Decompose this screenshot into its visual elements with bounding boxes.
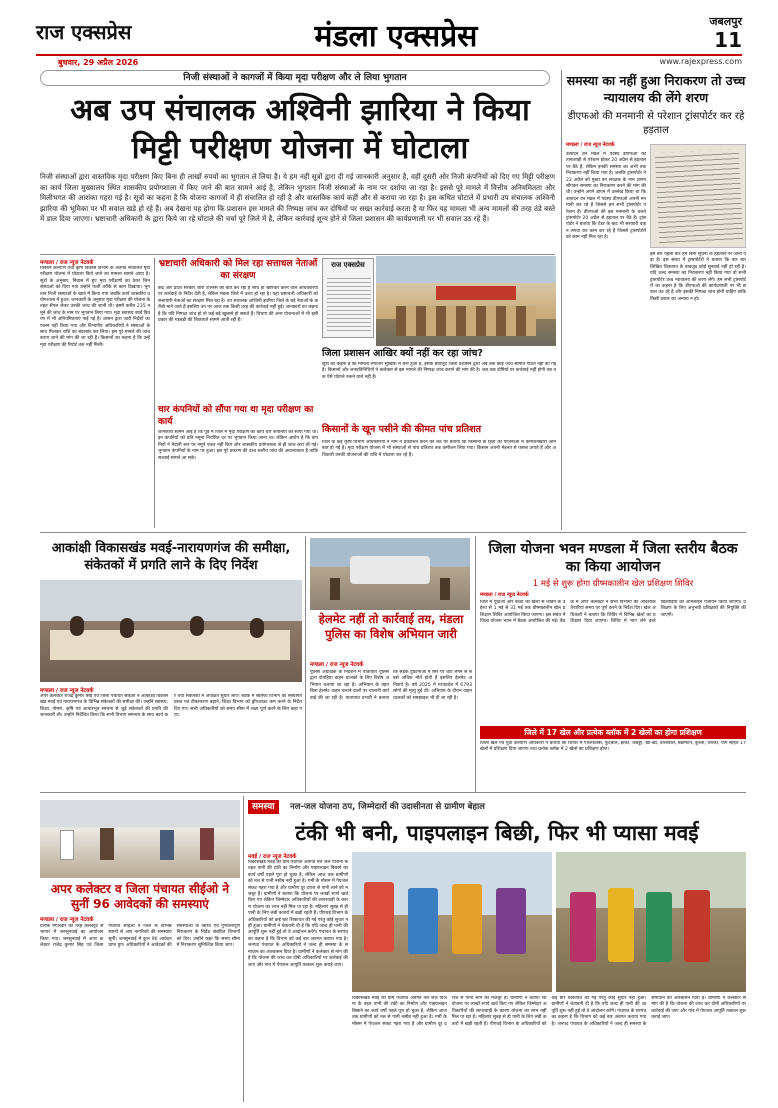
lead-sub4-headline: किसानों के खून पसीने की कीमत पांच प्रतिशत <box>322 424 482 435</box>
masthead-left-title: राज एक्सप्रेस <box>36 20 132 44</box>
bottom-main-credit: मवई / राज न्यूज नेटवर्क <box>248 854 297 860</box>
water-tank-photo <box>352 852 552 992</box>
bottom-divider <box>243 796 244 1102</box>
masthead <box>36 14 742 78</box>
mid-left-credit: मण्डला / राज न्यूज नेटवर्क <box>40 688 94 694</box>
news-clip-title: राज एक्सप्रेस <box>331 261 365 269</box>
bottom-left-credit: मण्डला / राज न्यूज नेटवर्क <box>40 917 94 923</box>
lead-sub1-body: केंद्र और प्रदेश सरकार जीरो टॉलरेंस की बात कर रही है साथ ही भ्रष्टाचार करने वाले अधिकारियों पर कार्रवाई के निर्देश देती है, लेकिन मंडला जिले में उल्टा हो रहा है। यहां भ्रष्टाचारी अधिकारी को सत्ताधारी नेताओं का संरक्षण मिल रहा है। उप संचालक अश्विनी झारिया जिले के बड़े नेताओं के करीबी माने जाते हैं इसलिए उन पर आज तक किसी तरह की कार्रवाई नहीं हुई। जानकारों का कहना है कि यदि निष्पक्ष जांच हो तो कई बड़े खुलासे हो सकते हैं। विभाग की अन्य योजनाओं में भी इसी प्रकार की गड़बड़ी की शिकायतें सामने आती रही हैं। <box>158 286 318 324</box>
lead-sub3-headline: जिला प्रशासन आखिर क्यों नहीं कर रहा जांच? <box>322 348 483 359</box>
villagers-photo <box>556 852 746 992</box>
bottom-main-headline: टंकी भी बनी, पाइपलाइन बिछी, फिर भी प्यासा मवई <box>295 821 699 845</box>
side-headline: समस्या का नहीं हुआ निराकरण तो उच्च न्यायालय की लेंगे शरण <box>566 73 746 105</box>
lead-sub1-headline: भ्रष्टाचारी अधिकारी को मिल रहा सत्ताधल नेताओं का संरक्षण <box>158 259 318 281</box>
bottom-main-body-left: विकासखंड मवई की ग्राम पंचायत अंतर्गत नल जल योजना के तहत पानी की टंकी का निर्माण और पाइपलाइन बिछाने का कार्य वर्षों पहले पूरा हो चुका है, लेकिन आज तक ग्रामीणों को नल से पानी नसीब नहीं हुआ है। गर्मी के मौसम में पेयजल संकट गहरा गया है और ग्रामीण दूर दराज से पानी लाने को मजबूर हैं। ग्रामीणों ने बताया कि योजना पर लाखों रुपये खर्च किए गए लेकिन जिम्मेदार अधिकारियों की लापरवाही के कारण योजना का लाभ नहीं मिल पा रहा है। महिलाएं सुबह से ही पानी के लिए लंबी कतारों में खड़ी रहती हैं। पीएचई विभाग के अधिकारियों को कई बार शिकायत की गई परंतु कोई सुधार नहीं हुआ। ग्रामीणों ने चेतावनी दी है कि यदि जल्द ही पानी की आपूर्ति शुरू नहीं हुई तो वे आंदोलन करेंगे। पंचायत के सरपंच का कहना है कि विभाग को कई बार अवगत कराया गया है। जनपद पंचायत के अधिकारियों ने जल्द ही समस्या के समाधान का आश्वासन दिया है। ग्रामीणों ने कलेक्टर से मांग की है कि योजना की जांच कर दोषी अधिकारियों पर कार्रवाई की जाए और गांव में पेयजल आपूर्ति तत्काल शुरू कराई जाए। <box>248 860 348 968</box>
side-document-photo <box>650 144 746 248</box>
lead-sub3-body: सूत्रों का कहना है कि मामला लगातार सुर्खियों में बना हुआ है, इसके बावजूद जिला प्रशासन द्वारा अब तक कोई जांच समिति गठित नहीं की गई है। किसानों और जनप्रतिनिधियों ने कलेक्टर से इस मामले की निष्पक्ष जांच कराने की मांग की है। जब तक दोषियों पर कार्रवाई नहीं होगी तब तक ऐसे घोटाले रुकने वाले नहीं हैं। <box>322 362 556 380</box>
office-building-photo <box>376 256 556 346</box>
bottom-main-body-right: विकासखंड मवई की ग्राम पंचायत अंतर्गत नल जल योजना के तहत पानी की टंकी का निर्माण और पाइपलाइन बिछाने का कार्य वर्षों पहले पूरा हो चुका है, लेकिन आज तक ग्रामीणों को नल से पानी नसीब नहीं हुआ है। गर्मी के मौसम में पेयजल संकट गहरा गया है और ग्रामीण दूर दराज से पानी लाने को मजबूर हैं। ग्रामीणों ने बताया कि योजना पर लाखों रुपये खर्च किए गए लेकिन जिम्मेदार अधिकारियों की लापरवाही के कारण योजना का लाभ नहीं मिल पा रहा है। महिलाएं सुबह से ही पानी के लिए लंबी कतारों में खड़ी रहती हैं। पीएचई विभाग के अधिकारियों को कई बार शिकायत की गई परंतु कोई सुधार नहीं हुआ। ग्रामीणों ने चेतावनी दी है कि यदि जल्द ही पानी की आपूर्ति शुरू नहीं हुई तो वे आंदोलन करेंगे। पंचायत के सरपंच का कहना है कि विभाग को कई बार अवगत कराया गया है। जनपद पंचायत के अधिकारियों ने जल्द ही समस्या के समाधान का आश्वासन दिया है। ग्रामीणों ने कलेक्टर से मांग की है कि योजना की जांच कर दोषी अधिकारियों पर कार्रवाई की जाए और गांव में पेयजल आपूर्ति तत्काल शुरू कराई जाए। <box>352 996 746 1027</box>
public-hearing-photo <box>40 800 240 878</box>
mid-divider-b <box>475 536 476 792</box>
bottom-kicker-text: नल-जल योजना ठप, जिम्मेदारों की उदासीनता से ग्रामीण बेहाल <box>290 802 485 812</box>
lead-kicker: निजी संस्थाओं ने कागजों में किया मृदा परीक्षण और ले लिया भुगतान <box>40 70 550 86</box>
lead-credit: मण्डला / राज न्यूज नेटवर्क <box>40 260 94 266</box>
mid-divider-a <box>305 536 306 792</box>
bottom-left-headline: अपर कलेक्टर व जिला पंचायत सीईओ ने सुनीं 96 आवेदकों की समस्याएं <box>50 882 230 911</box>
mid-center-body: पुलिस अधीक्षक के निर्देशन में यातायात पुलिस द्वारा दोपहिया वाहन चालकों के लिए विशेष अभियान चलाया जा रहा है। अभियान के तहत बिना हेलमेट वाहन चलाने वालों पर चालानी कार्रवाई की जा रही है। यातायात प्रभारी ने बताया कि सड़क दुर्घटनाओं में सिर पर चोट लगने से सबसे अधिक मौतें होती हैं इसलिए हेलमेट अनिवार्य है। वर्ष 2025 में मध्यप्रदेश में 6793 लोगों की मृत्यु हुई थी। अभियान के दौरान वाहन चालकों को समझाइश भी दी जा रही है। <box>310 670 472 701</box>
mid-right-body: जिले में युवाओं और बच्चों को खेलों से जोड़ने के उद्देश्य से 1 मई से 31 मई तक ग्रीष्मकालीन खेल प्रशिक्षण शिविर आयोजित किया जाएगा। इस संबंध में जिला योजना भवन में बैठक आयोजित की गई। बैठक में अपर कलेक्टर ने सभी विभागों को आवश्यक तैयारियां समय पर पूर्ण करने के निर्देश दिए। खेल अधिकारी ने बताया कि शिविर में विभिन्न खेलों का प्रशिक्षण दिया जाएगा। शिविर में भाग लेने वाले खिलाड़ियों का ऑनलाइन पंजीयन किया जाएगा। प्रशिक्षण के लिए अनुभवी प्रशिक्षकों की नियुक्ति की जाएगी। <box>480 600 746 625</box>
mid-right-headline: जिला योजना भवन मण्डला में जिला स्तरीय बैठक का किया आयोजन <box>488 541 738 575</box>
masthead-url: www.rajexpress.com <box>659 57 742 66</box>
masthead-date: बुधवार, 29 अप्रैल 2026 <box>58 58 139 67</box>
bottom-left-body: प्रत्येक मंगलवार की तरह कलेक्ट्रेट सभागार में जनसुनवाई का आयोजन किया गया। जनसुनवाई में अपर कलेक्टर राजेंद्र कुमार सिंह एवं जिला पंचायत सीईओ ने जिले के विभिन्न स्थानों से आए नागरिकों की समस्याएं सुनीं। जनसुनवाई में कुल 96 आवेदन प्राप्त हुए। अधिकारियों ने आवेदकों की समस्याओं के त्वरित एवं गुणवत्तापूर्ण निराकरण के निर्देश संबंधित विभागों को दिए। उन्होंने कहा कि समय सीमा में निराकरण सुनिश्चित किया जाए। <box>40 924 240 949</box>
lead-sub4-body: जिले के कई कृषि विभाग अधिकारियों ने नाम न प्रकाशित करने की शर्त पर बताया कि किसानों के हितों की योजनाओं में कमीशनखोरी आम बात हो गई है। मृदा परीक्षण योजना में भी संस्थाओं से पांच प्रतिशत तक कमीशन लिया गया। किसान अपनी मेहनत से फसल उगाते हैं और अधिकारी उनकी योजनाओं की राशि में घोटाला कर रहे हैं। <box>322 440 556 458</box>
side-credit: मण्डला / राज न्यूज नेटवर्क <box>566 142 615 148</box>
lead-hr <box>40 254 555 255</box>
masthead-city: जबलपुर <box>709 15 742 28</box>
bottom-kicker-label: समस्या <box>248 800 279 814</box>
lead-body-a: किसान कल्याण तथा कृषि विकास विभाग के अंतर्गत संचालित मृदा परीक्षण योजना में घोटाला किये जाने का मामला सामने आया है। सूत्रों के अनुसार, निवास में हुए मृदा परीक्षणों का ठेका जिन संस्थाओं को दिया गया उन्होंने फर्जी तरीके से काम दिखाया। भुगतान निजी संस्थाओं के खाते में किया गया जबकि कार्य शासकीय प्रयोगशाला में हुआ। जानकारी के अनुसार मृदा परीक्षण की योजना के तहत सैंपल लेकर उनकी जांच की जानी थी। इसमें करीब 235 नमूने की जांच के नाम पर भुगतान लिया गया। मृदा स्वास्थ्य कार्ड वितरण में भी अनियमितताएं पाई गई हैं। शासन द्वारा जारी निर्देशों का पालन नहीं किया गया और विभागीय अधिकारियों ने संस्थाओं के साथ मिलकर राशि का बंदरबांट कर लिया। इस पूरे मामले की जांच कराए जाने की मांग की जा रही है। किसानों का कहना है कि उन्हें मृदा परीक्षण की रिपोर्ट तक नहीं मिली। <box>40 266 150 348</box>
review-meeting-photo <box>40 580 302 682</box>
mid-left-headline: आकांक्षी विकासखंड मवई-नारायणगंज की समीक्षा, संकेतकों में प्रगति लाने के दिए निर्देश <box>51 541 291 573</box>
news-clip-image <box>322 258 374 338</box>
lead-intro: निजी संस्थाओं द्वारा वास्तविक मृदा परीक्षण किए बिना ही लाखों रुपयों का भुगतान ले लिया है। ये हम नहीं सूत्रों द्वारा दी गई जानकारी अनुसार है, वहीं दूसरी ओर निजी कंपनियों को दिए गए मिट्टी परीक्षण का कार्य जिला मुख्यालय स्थित शासकीय प्रयोगशाला में किए जाने की बात सामने आई है, लेकिन भुगतान निजी संस्थाओं के नाम पर दर्शाया जा रहा है। इससे पूरे मामले में वित्तीय अनियमितता और मिलीभगत की आशंका गहरा गई है। सूत्रों का कहना है कि योजना कागजों में ही संचालित हो रही है और वास्तविक कार्य कहीं और से कराया जा रहा है। इस कथित घोटाले में प्रभारी उप संचालक अश्विनी झारिया की भूमिका पर भी सवाल खड़े हो रहे हैं। अब देखना यह होगा कि प्रशासन इस मामले की निष्पक्ष जांच कर दोषियों पर सख्त कार्रवाई करता है या फिर यह मामला भी अन्य मामलों की तरह ठंडे बस्ते में डाल दिया जाएगा। भ्रष्टाचारी अधिकारी के द्वारा किये जा रहे घोटाले की चर्चा पूरे जिले में है, लेकिन कार्रवाई शून्य होने से जिला प्रशासन की कार्यप्रणाली पर भी सवाल उठ रहे हैं। <box>40 172 555 223</box>
lead-col-divider <box>154 258 155 528</box>
masthead-page-number: 11 <box>714 28 742 52</box>
mid-right-subheadline: 1 मई से शुरू होगा ग्रीष्मकालीन खेल प्रशिक्षण शिविर <box>532 579 694 589</box>
mid-left-body: अपर कलेक्टर राजेंद्र कुमार सिंह एवं जिला पंचायत सीईओ ने आकांक्षी विकासखंड मवई एवं नारायणगंज के विभिन्न संकेतकों की समीक्षा की। उन्होंने स्वास्थ्य, शिक्षा, पोषण, कृषि एवं आधारभूत संरचना से जुड़े संकेतकों की प्रगति की जानकारी ली। उन्होंने निर्देशित किया कि सभी विभाग समन्वय के साथ कार्य करें तथा संकेतकों में अपेक्षित सुधार लाएं। बैठक में स्वास्थ्य विभाग को संस्थागत प्रसव एवं टीकाकरण बढ़ाने, शिक्षा विभाग को ड्रॉपआउट कम करने के निर्देश दिए गए। सभी अधिकारियों को समय सीमा में लक्ष्य पूर्ण करने के लिए कहा गया। <box>40 694 302 719</box>
section-divider-1 <box>40 532 746 533</box>
mid-right-box-body: जिला खेल एवं युवा कल्याण अधिकारी ने बताया कि शिविर में एथलेटिक्स, फुटबॉल, हॉकी, कबड्डी, खो-खो, वॉलीबॉल, बैडमिंटन, कुश्ती, तैराकी, योग सहित 17 खेलों में प्रशिक्षण दिया जाएगा तथा प्रत्येक ब्लॉक में 2 खेलों का प्रशिक्षण होगा। <box>480 741 746 753</box>
mid-center-credit: मण्डला / राज न्यूज नेटवर्क <box>310 662 364 668</box>
bottom-kicker-bar <box>248 800 746 814</box>
lead-sub2-body: जानकारी सामने आई है कि पूर्व में जिले में मृदा परीक्षण का कार्य चार कंपनियों को सौंपा गया था। इन कंपनियों को प्रति नमूना निर्धारित दर पर भुगतान किया जाना था। लेकिन आरोप है कि कंपनियों ने मैदानी स्तर पर नमूने एकत्र नहीं किए और शासकीय प्रयोगशाला से ही जांच करा ली गई। भुगतान कंपनियों के नाम पर हुआ। इस पूरे प्रकरण की उच्च स्तरीय जांच की आवश्यकता है ताकि सच्चाई सामने आ सके। <box>158 430 318 461</box>
lead-headline: अब उप संचालक अश्विनी झारिया ने किया मिट्टी परीक्षण योजना में घोटाला <box>70 93 530 166</box>
lead-sub2-headline: चार कंपनियों को सौंपा गया था मृदा परीक्षण का कार्य <box>158 405 314 427</box>
side-column-divider <box>561 70 562 530</box>
side-body-2: इस बार पहली बार हमें बिना सूचना के हड़ताल पर जाना पड़ा है। इस संबंध में ट्रांसपोर्टरों ने बताया कि बार बार लिखित शिकायत के बावजूद कोई सुनवाई नहीं हो रही है। यदि जल्द समस्या का निराकरण नहीं किया गया तो सभी ट्रांसपोर्टर उच्च न्यायालय की शरण लेंगे। हम सभी ट्रांसपोर्टरों का कहना है कि डीएफओ की कार्यप्रणाली पर भी सवाल उठ रहे हैं और इसकी निष्पक्ष जांच होनी चाहिए ताकि किसी प्रकार का अन्याय न हो। <box>650 252 746 302</box>
masthead-date-bar <box>36 54 742 66</box>
side-subheadline: डीएफओ की मनमानी से परेशान ट्रांसपोर्टर कर रहे हड़ताल <box>567 111 745 136</box>
masthead-center-title: मंडला एक्सप्रेस <box>314 19 478 54</box>
helmet-drive-photo <box>310 538 470 610</box>
mid-right-credit: मण्डला / राज न्यूज नेटवर्क <box>480 592 529 598</box>
side-body-1: उत्पादन वन मंडल में पदस्थ डीएफओ की तानाशाही से परेशान होकर 20 अप्रैल से हड़ताल पर बैठे हैं, लेकिन इनकी समस्या का अभी तक निराकरण नहीं किया गया है। जबकि ट्रांसपोर्टर ने 22 अप्रैल को मुख्य वन संरक्षक के नाम ज्ञापन सौंपकर समस्या का निराकरण करने की मांग की थी। उन्होंने अपने ज्ञापन में उल्लेख किया था कि उत्पादन वन मंडल में पदस्थ डीएफओ अपनी मनमानी कर रहे हैं जिससे हम सभी ट्रांसपोर्टर परेशान हैं। डीएफओ की इस मनमानी के चलते ट्रांसपोर्टर 20 अप्रैल से हड़ताल पर बैठे हैं। ट्रांसपोर्टर ने बताया कि टेंडर के बाद भी सरकारी वाहन लगवा कर काम कर रहे हैं जिससे ट्रांसपोर्टरों को काम नहीं मिल रहा है। <box>566 152 646 241</box>
mid-right-box-title: जिले में 17 खेल और प्रत्येक ब्लॉक में 2 खेलों का होगा प्रशिक्षण <box>480 726 746 739</box>
mid-center-headline: हेलमेट नहीं तो कार्रवाई तय, मंडला पुलिस का विशेष अभियान जारी <box>318 612 464 641</box>
section-divider-2 <box>40 792 746 793</box>
